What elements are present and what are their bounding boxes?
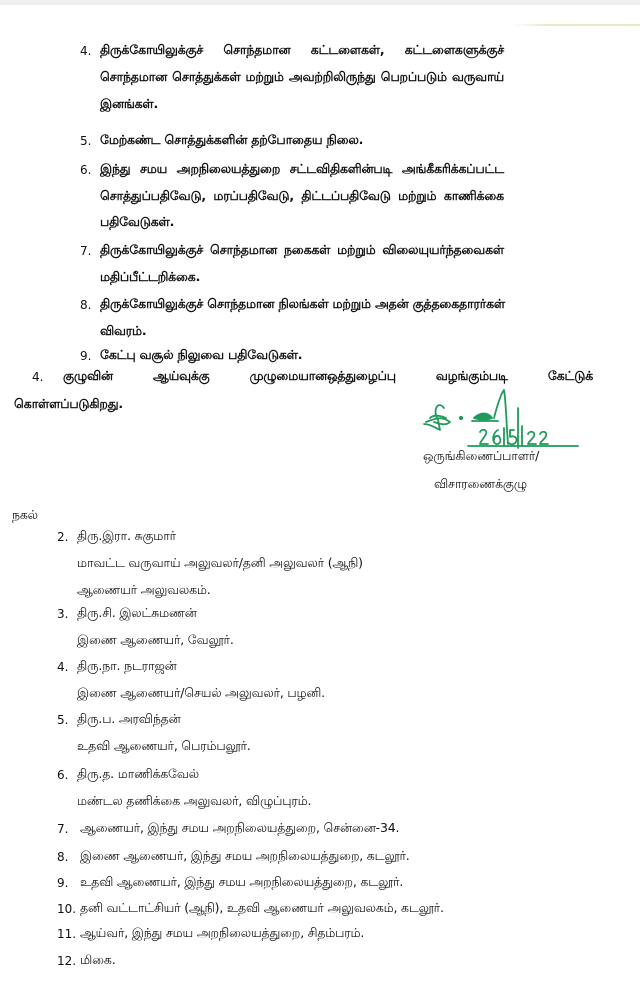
word: சொந்தமான: [223, 42, 291, 57]
list-number: 5.: [80, 134, 92, 148]
list-item-line: [100, 42, 504, 59]
list-item-line: [100, 161, 504, 178]
recipient-name: தனி வட்டாட்சியர் (ஆநி), உதவி ஆணையர் அலுவலகம், கடலூர்.: [80, 900, 444, 915]
list-item-line: பதிவேடுகள்.: [100, 214, 175, 229]
word: சட்டவிதிகளின்படி: [289, 161, 393, 176]
recipient-number: 4.: [57, 660, 69, 674]
recipient-detail: இணை ஆணையர், வேலூர்.: [77, 632, 234, 647]
list-item-line: மதிப்பீட்டறிக்கை.: [100, 269, 201, 284]
paragraph-line: [63, 368, 593, 385]
recipient-number: 3.: [57, 607, 69, 621]
recipient-name: மிகை.: [80, 952, 116, 967]
copy-to-heading: நகல்: [12, 507, 38, 522]
word: அறநிலையத்துறை: [176, 161, 281, 176]
list-item-line: [100, 69, 504, 86]
recipient-number: 12.: [57, 954, 77, 968]
list-item-line: மேற்கண்ட சொத்துக்களின் தற்போதைய நிலை.: [100, 132, 364, 147]
recipient-number: 11.: [57, 927, 77, 941]
word: திருக்கோயிலுக்குச்: [100, 42, 204, 57]
list-item-line: விவரம்.: [100, 323, 147, 338]
recipient-name: ஆணையர், இந்து சமய அறநிலையத்துறை, சென்னை-34.: [80, 820, 400, 835]
word: சொந்தமான: [100, 69, 168, 84]
word: வழங்கும்படி: [435, 368, 508, 383]
word: குழுவின்: [63, 368, 113, 383]
word: அவற்றிலிருந்து: [288, 69, 376, 84]
list-number: 8.: [80, 298, 92, 312]
recipient-detail: மாவட்ட வருவாய் அலுவலர்/தனி அலுவலர் (ஆநி): [77, 555, 363, 570]
recipient-number: 5.: [57, 713, 69, 727]
word: மற்றும்: [245, 69, 284, 84]
word: அங்கீகரிக்கப்பட்ட: [401, 161, 504, 176]
word: ஆய்வுக்கு: [152, 368, 210, 383]
paragraph-line: கொள்ளப்படுகிறது.: [14, 396, 123, 411]
signatory-designation: ஒருங்கிணைப்பாளர்/: [423, 448, 540, 463]
recipient-name: திரு.ப. அரவிந்தன்: [77, 711, 181, 726]
recipient-detail: ஆணையர் அலுவலகம்.: [77, 582, 211, 597]
list-item-line: கேட்பு வசூல் நிலுவை பதிவேடுகள்.: [100, 347, 303, 362]
word: இந்து: [100, 161, 131, 176]
recipient-number: 10.: [57, 902, 77, 916]
word: சொத்துப்பதிவேடு,: [100, 188, 206, 203]
word: வருவாய்: [452, 69, 504, 84]
word: சமய: [140, 161, 168, 176]
recipient-number: 9.: [57, 876, 69, 890]
word: காணிக்கை: [443, 188, 504, 203]
signatory-designation: விசாரணைக்குழு: [434, 476, 527, 491]
word: சொத்துக்கள்: [172, 69, 241, 84]
word: மற்றும்: [398, 188, 437, 203]
list-item-line: [100, 188, 504, 205]
recipient-detail: இணை ஆணையர்/செயல் அலுவலர், பழனி.: [77, 685, 325, 700]
recipient-detail: உதவி ஆணையர், பெரம்பலூர்.: [77, 738, 251, 753]
word: மற்றும்: [337, 242, 376, 257]
list-number: 4.: [80, 44, 92, 58]
word: மரப்பதிவேடு,: [213, 188, 294, 203]
list-number: 6.: [80, 163, 92, 177]
recipient-number: 8.: [57, 850, 69, 864]
word: திட்டப்பதிவேடு: [301, 188, 391, 203]
recipient-number: 7.: [57, 822, 69, 836]
list-number: 9.: [80, 349, 92, 363]
recipient-name: ஆய்வர், இந்து சமய அறநிலையத்துறை, சிதம்பரம்.: [80, 925, 365, 940]
recipient-name: திரு.சி. இலட்சுமணன்: [77, 605, 197, 620]
list-number: 7.: [80, 244, 92, 258]
recipient-number: 2.: [57, 530, 69, 544]
paragraph-number: 4.: [32, 370, 44, 384]
recipient-name: திரு.த. மாணிக்கவேல்: [77, 766, 199, 781]
list-item-line: [100, 242, 504, 259]
word: கட்டளைகளுக்குச்: [404, 42, 504, 57]
recipient-name: உதவி ஆணையர், இந்து சமய அறநிலையத்துறை, கடலூர்.: [80, 874, 404, 889]
word: கட்டளைகள்,: [310, 42, 385, 57]
recipient-name: இணை ஆணையர், இந்து சமய அறநிலையத்துறை, கடலூர்.: [80, 848, 410, 863]
word: கேட்டுக்: [547, 368, 593, 383]
word: நகைகள்: [283, 242, 331, 257]
list-item-line: திருக்கோயிலுக்குச் சொந்தமான நிலங்கள் மற்றும் அதன் குத்தகைதாரர்கள்: [100, 296, 505, 311]
word: முழுமையானஒத்துழைப்பு: [249, 368, 396, 383]
handwritten-signature: [418, 388, 598, 452]
word: விலையுயர்ந்தவைகள்: [382, 242, 504, 257]
word: சொந்தமான: [209, 242, 278, 257]
recipient-number: 6.: [57, 768, 69, 782]
recipient-detail: மண்டல தணிக்கை அலுவலர், விழுப்புரம்.: [77, 793, 312, 808]
recipient-name: திரு.நா. நடராஜன்: [77, 658, 177, 673]
word: பெறப்படும்: [380, 69, 447, 84]
word: திருக்கோயிலுக்குச்: [100, 242, 204, 257]
recipient-name: திரு.இரா. சுகுமார்: [77, 528, 177, 543]
list-item-line: இனங்கள்.: [100, 96, 159, 111]
